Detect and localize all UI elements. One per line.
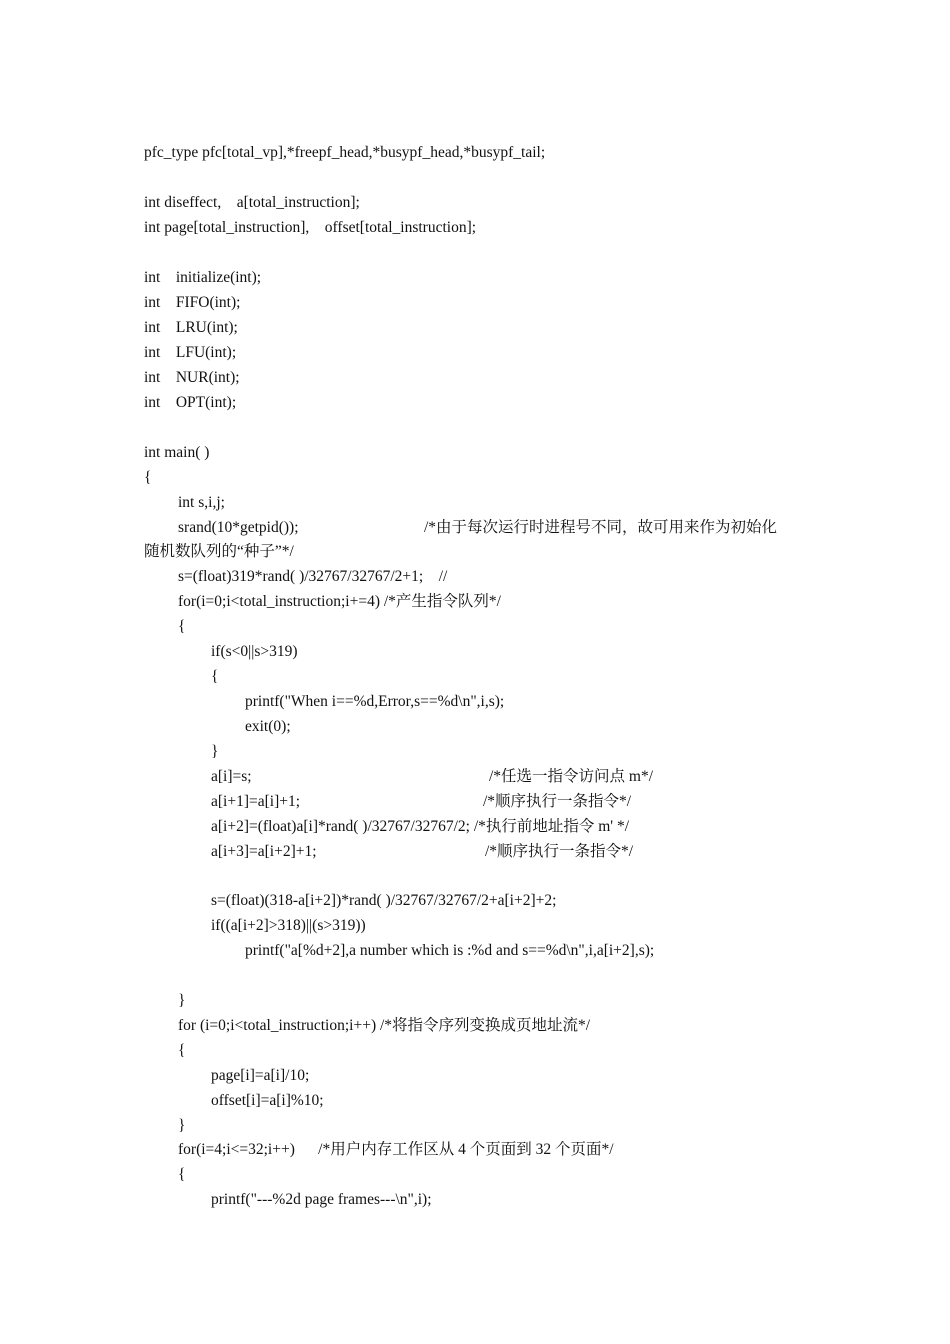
code-line: exit(0); xyxy=(245,718,291,735)
code-line: srand(10*getpid()); xyxy=(178,519,299,536)
code-line: { xyxy=(178,1166,186,1183)
code-line: { xyxy=(178,618,186,635)
code-line: } xyxy=(178,1117,186,1134)
code-line: int main( ) xyxy=(144,444,210,461)
code-line: 随机数队列的“种子”*/ xyxy=(144,543,294,560)
code-line: page[i]=a[i]/10; xyxy=(211,1067,310,1084)
code-line: printf("a[%d+2],a number which is :%d and s==%d\n",i,a[i+2],s); xyxy=(245,942,655,959)
code-comment: /*顺序执行一条指令*/ xyxy=(483,793,632,810)
code-line: int diseffect, a[total_instruction]; xyxy=(144,194,360,211)
code-line: { xyxy=(211,668,219,685)
code-line: int LRU(int); xyxy=(144,319,238,336)
code-line: pfc_type pfc[total_vp],*freepf_head,*busypf_head,*busypf_tail; xyxy=(144,144,546,161)
code-line: a[i+2]=(float)a[i]*rand( )/32767/32767/2; /*执行前地址指令 m' */ xyxy=(211,818,630,835)
code-line: for(i=4;i<=32;i++) /*用户内存工作区从 4 个页面到 32 个页面*/ xyxy=(178,1141,614,1158)
code-line: s=(float)(318-a[i+2])*rand( )/32767/32767/2+a[i+2]+2; xyxy=(211,892,557,909)
code-line: int NUR(int); xyxy=(144,369,240,386)
code-line: for(i=0;i<total_instruction;i+=4) /*产生指令队列*/ xyxy=(178,593,501,610)
code-line: for (i=0;i<total_instruction;i++) /*将指令序列变换成页地址流*/ xyxy=(178,1017,591,1034)
code-comment: /*由于每次运行时进程号不同，故可用来作为初始化 xyxy=(424,519,778,536)
code-line: s=(float)319*rand( )/32767/32767/2+1; // xyxy=(178,568,448,585)
code-line: printf("When i==%d,Error,s==%d\n",i,s); xyxy=(245,693,505,710)
code-line: int OPT(int); xyxy=(144,394,237,411)
code-line: a[i+1]=a[i]+1; xyxy=(211,793,301,810)
code-line: if((a[i+2]>318)||(s>319)) xyxy=(211,917,366,934)
code-line: } xyxy=(211,743,219,760)
code-line: { xyxy=(144,469,152,486)
code-line: int page[total_instruction], offset[total_instruction]; xyxy=(144,219,477,236)
code-comment: /*顺序执行一条指令*/ xyxy=(485,843,634,860)
code-line: { xyxy=(178,1042,186,1059)
code-line: a[i]=s; xyxy=(211,768,252,785)
code-comment: /*任选一指令访问点 m*/ xyxy=(489,768,654,785)
code-line: int s,i,j; xyxy=(178,494,225,511)
code-line: a[i+3]=a[i+2]+1; xyxy=(211,843,317,860)
code-line: printf("---%2d page frames---\n",i); xyxy=(211,1191,432,1208)
code-line: if(s<0||s>319) xyxy=(211,643,298,660)
code-line: } xyxy=(178,992,186,1009)
code-line: int FIFO(int); xyxy=(144,294,241,311)
code-line: int LFU(int); xyxy=(144,344,237,361)
code-line: offset[i]=a[i]%10; xyxy=(211,1092,324,1109)
code-line: int initialize(int); xyxy=(144,269,262,286)
